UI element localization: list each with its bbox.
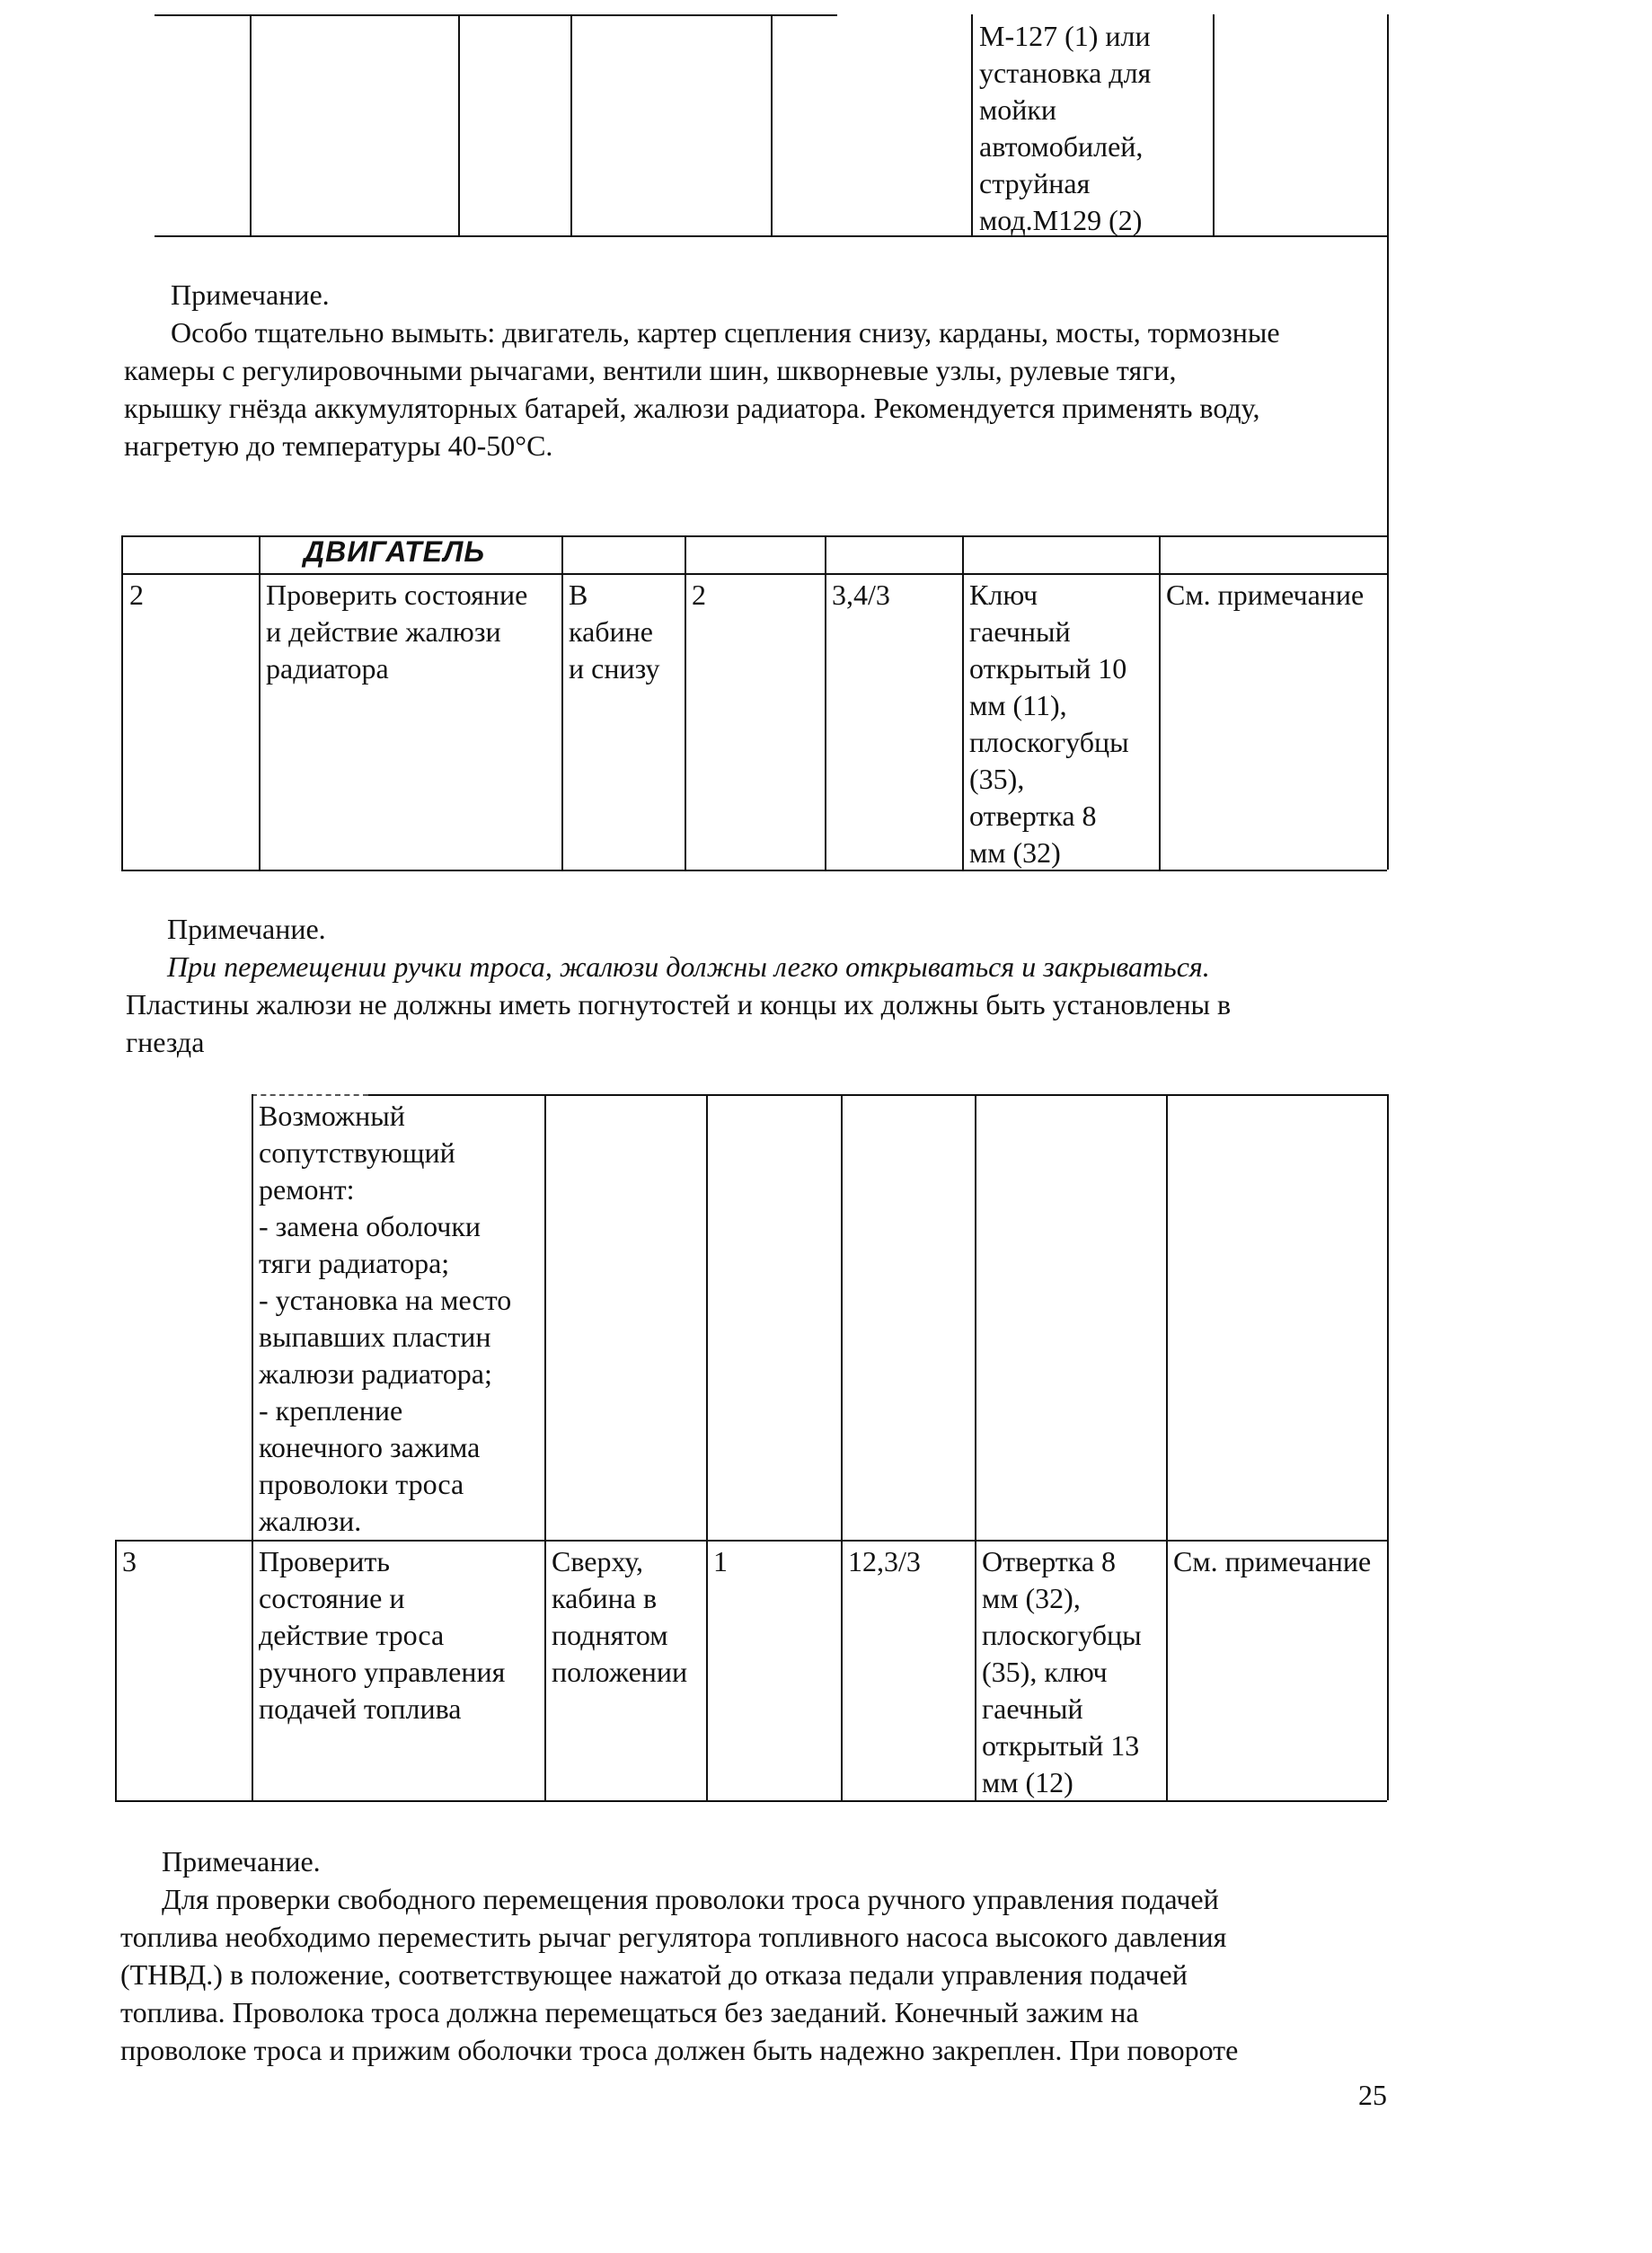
note-line: Особо тщательно вымыть: двигатель, картер сцепления снизу, карданы, мосты, тормозные	[171, 316, 1280, 349]
table-border-right	[1387, 535, 1389, 870]
place-line: положении	[552, 1656, 688, 1688]
tool-line: установка для	[979, 57, 1152, 89]
table-border-bottom	[115, 1800, 1387, 1802]
table-divider	[252, 1094, 253, 1800]
tool-cell	[979, 18, 1151, 239]
place-line: поднятом	[552, 1619, 668, 1651]
place-line: Сверху,	[552, 1545, 644, 1577]
operation-line: Проверить состояние	[266, 579, 528, 611]
table-border-bottom	[155, 235, 1387, 237]
operation-line: ручного управления	[259, 1656, 506, 1688]
tools-line: мм (32),	[982, 1582, 1081, 1614]
table-border-left	[121, 535, 123, 870]
table-border-left	[115, 1540, 117, 1800]
table-border-top	[155, 14, 837, 16]
repair-line: сопутствующий	[259, 1136, 455, 1169]
operation-cell	[266, 577, 527, 687]
table-border-top	[368, 1094, 1387, 1096]
note-title: Примечание.	[167, 913, 326, 945]
operation-line: состояние и	[259, 1582, 405, 1614]
table-border-bottom	[121, 870, 1387, 871]
operation-cell	[259, 1543, 505, 1727]
note-line: гнезда	[126, 1026, 205, 1058]
repair-line: выпавших пластин	[259, 1321, 491, 1353]
repair-line: проволоки троса	[259, 1468, 464, 1500]
tools-line: плоскогубцы	[982, 1619, 1142, 1651]
row-number: 3	[122, 1545, 137, 1577]
section-header: ДВИГАТЕЛЬ	[304, 535, 486, 568]
note-line: Пластины жалюзи не должны иметь погнутостей и концы их должны быть установлены в	[126, 988, 1232, 1020]
note-title: Примечание.	[162, 1845, 321, 1878]
note-line: топлива необходимо переместить рычаг регулятора топливного насоса высокого давления	[120, 1921, 1227, 1953]
note-italic-line: При перемещении ручки троса, жалюзи должны легко открываться и закрываться.	[167, 950, 1210, 983]
place-line: В	[569, 579, 588, 611]
table-divider	[561, 535, 563, 870]
table-row-divider	[115, 1540, 1387, 1542]
table-row-divider	[121, 573, 1387, 575]
tools-line: мм (11),	[969, 689, 1067, 721]
table-border-dashed	[252, 1094, 368, 1096]
tool-line: автомобилей,	[979, 130, 1144, 163]
table-divider	[771, 14, 773, 235]
note-title: Примечание.	[171, 278, 330, 311]
place-line: кабине	[569, 615, 653, 648]
repair-line: Возможный	[259, 1100, 405, 1132]
table-divider	[1159, 535, 1161, 870]
tool-line: М-127 (1) или	[979, 20, 1151, 52]
tools-line: открытый 10	[969, 652, 1127, 685]
table-divider	[975, 1094, 976, 1800]
operation-line: радиатора	[266, 652, 389, 685]
operation-line: Проверить	[259, 1545, 390, 1577]
remark-cell: См. примечание	[1166, 579, 1365, 611]
repair-line: - замена оболочки	[259, 1210, 481, 1242]
row-number: 2	[129, 579, 144, 611]
tool-line: мод.М129 (2)	[979, 204, 1143, 236]
table-divider	[825, 535, 826, 870]
repair-line: - установка на место	[259, 1284, 512, 1316]
tool-line: мойки	[979, 93, 1057, 126]
table-divider	[1166, 1094, 1168, 1800]
tool-line: струйная	[979, 167, 1091, 199]
tools-line: мм (32)	[969, 836, 1061, 869]
tools-line: (35),	[969, 763, 1025, 795]
table-divider	[458, 14, 460, 235]
repair-cell	[259, 1098, 511, 1540]
tools-line: гаечный	[969, 615, 1071, 648]
operation-line: действие троса	[259, 1619, 445, 1651]
repair-line: жалюзи.	[259, 1505, 362, 1537]
tools-line: гаечный	[982, 1692, 1083, 1725]
tools-line: плоскогубцы	[969, 726, 1129, 758]
table-divider	[1213, 14, 1215, 235]
note-line: камеры с регулировочными рычагами, вентили шин, шкворневые узлы, рулевые тяги,	[124, 354, 1177, 386]
table-divider	[841, 1094, 843, 1800]
note-line: проволоке троса и прижим оболочки троса должен быть надежно закреплен. При повороте	[120, 2034, 1239, 2066]
repair-line: жалюзи радиатора;	[259, 1357, 492, 1390]
table-divider	[685, 535, 686, 870]
tools-cell	[969, 577, 1129, 871]
repair-line: конечного зажима	[259, 1431, 481, 1463]
repair-line: тяги радиатора;	[259, 1247, 450, 1279]
tools-cell	[982, 1543, 1142, 1801]
tools-line: отвертка 8	[969, 800, 1097, 832]
page-number: 25	[1358, 2079, 1387, 2111]
note-line: крышку гнёзда аккумуляторных батарей, жалюзи радиатора. Рекомендуется применять воду,	[124, 392, 1260, 424]
place-line: кабина в	[552, 1582, 658, 1614]
note-line: (ТНВД.) в положение, соответствующее нажатой до отказа педали управления подачей	[120, 1958, 1188, 1991]
operation-line: подачей топлива	[259, 1692, 462, 1725]
labor-cell: 12,3/3	[848, 1545, 921, 1577]
note-line: Для проверки свободного перемещения проволоки троса ручного управления подачей	[162, 1883, 1219, 1915]
note-line: топлива. Проволока троса должна перемещаться без заеданий. Конечный зажим на	[120, 1996, 1139, 2028]
table-divider	[962, 535, 964, 870]
tools-line: Отвертка 8	[982, 1545, 1117, 1577]
page-right-rule	[1387, 14, 1389, 535]
repair-line: ремонт:	[259, 1173, 355, 1206]
table-divider	[971, 14, 973, 235]
operation-line: и действие жалюзи	[266, 615, 501, 648]
repair-line: - крепление	[259, 1394, 403, 1427]
place-cell	[569, 577, 660, 687]
note-line: нагретую до температуры 40-50°С.	[124, 429, 553, 462]
table-divider	[706, 1094, 708, 1800]
table-divider	[544, 1094, 546, 1800]
table-divider	[259, 535, 261, 870]
place-cell	[552, 1543, 687, 1691]
labor-cell: 3,4/3	[832, 579, 890, 611]
tools-line: (35), ключ	[982, 1656, 1108, 1688]
place-line: и снизу	[569, 652, 660, 685]
tools-line: мм (12)	[982, 1766, 1073, 1798]
tools-line: открытый 13	[982, 1729, 1140, 1762]
count-cell: 2	[692, 579, 706, 611]
tools-line: Ключ	[969, 579, 1038, 611]
count-cell: 1	[713, 1545, 728, 1577]
table-divider	[570, 14, 572, 235]
table-border-right	[1387, 1094, 1389, 1800]
remark-cell: См. примечание	[1173, 1545, 1372, 1577]
table-divider	[250, 14, 252, 235]
